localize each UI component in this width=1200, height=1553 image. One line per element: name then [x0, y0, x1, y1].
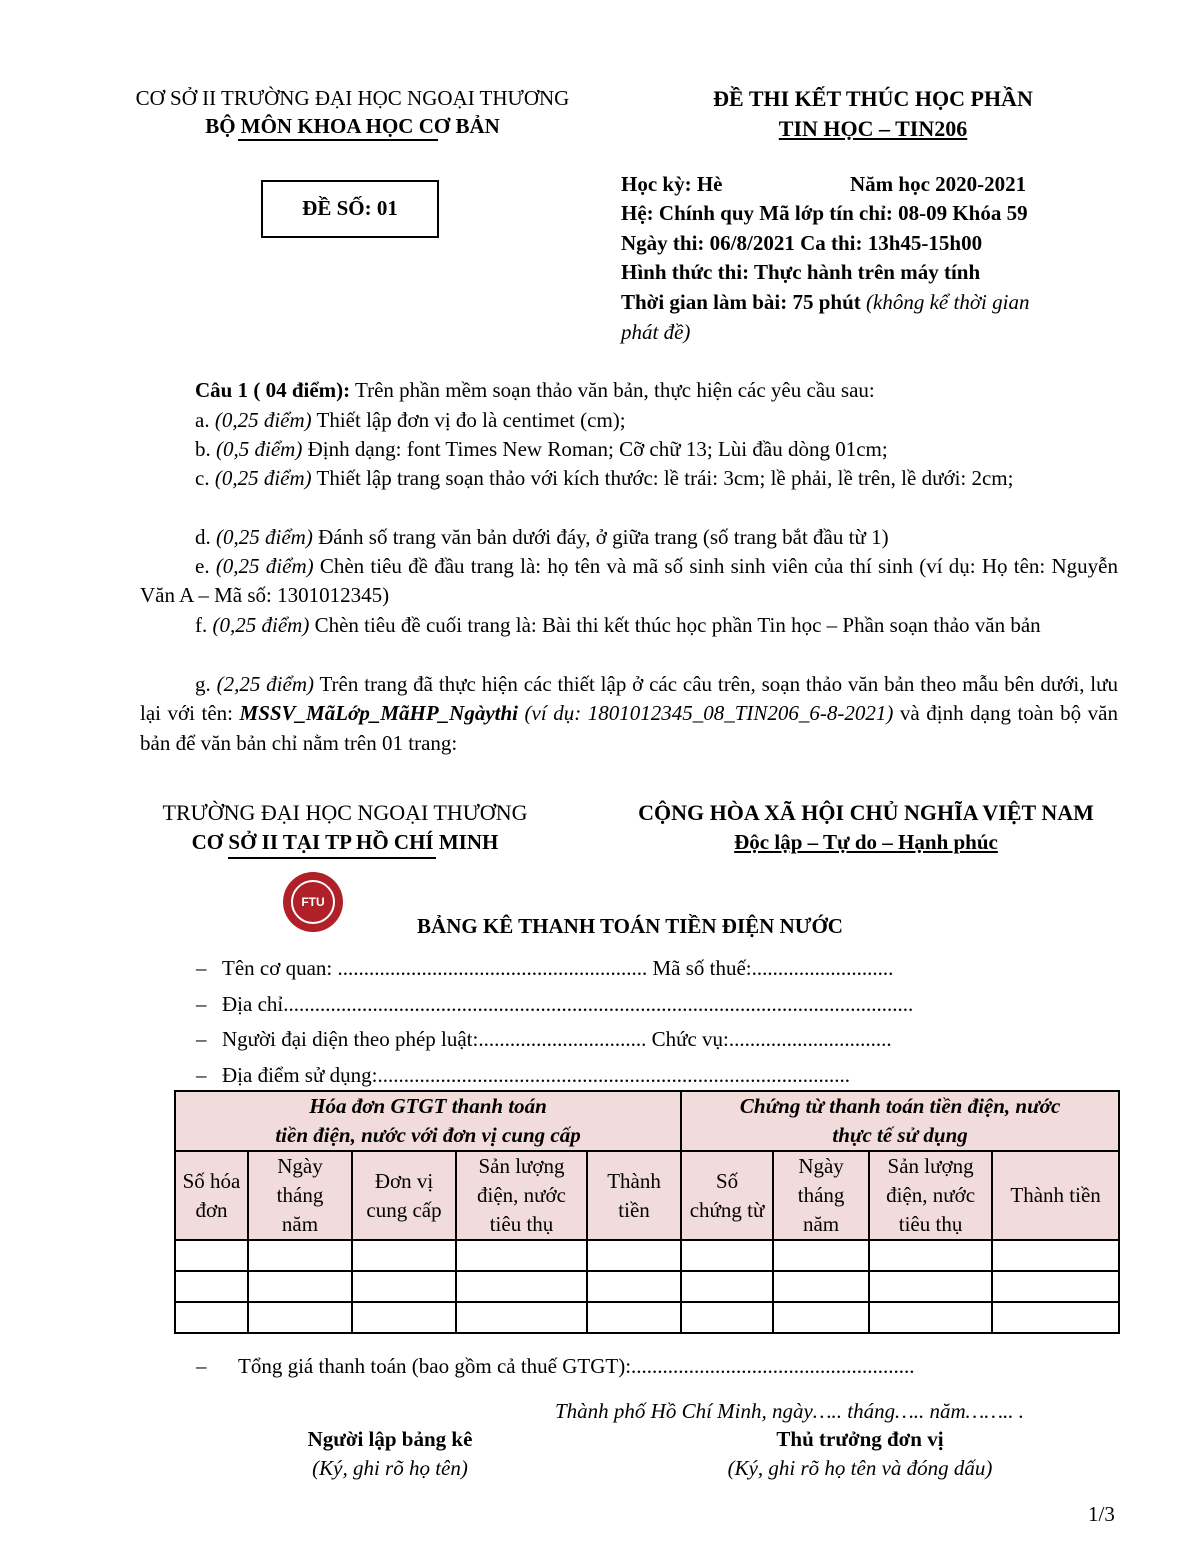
col-invoice-usage	[456, 1151, 587, 1240]
col-invoice-usage-l2: điện, nước	[477, 1183, 566, 1207]
semester: Học kỳ: Hè	[621, 172, 723, 196]
table-cell	[587, 1271, 681, 1302]
col-voucher-date	[773, 1151, 869, 1240]
table-cell	[869, 1240, 992, 1271]
task-g-points: (2,25 điểm)	[216, 672, 314, 696]
col-invoice-no-l2: đơn	[195, 1197, 228, 1222]
school-year: Năm học 2020-2021	[850, 172, 1027, 196]
question-title	[140, 376, 1118, 405]
preparer-title: Người lập bảng kê	[307, 1427, 473, 1451]
table-cell	[587, 1302, 681, 1333]
task-g-text: Trên trang đã thực hiện các thiết lập ở các câu trên, soạn thảo văn bản theo mẫu bên dưới, lưu lại với tên:	[140, 672, 1119, 726]
task-g	[140, 670, 1118, 758]
col-voucher-usage-l1: Sản lượng	[887, 1154, 974, 1178]
program-class: Hệ: Chính quy Mã lớp tín chỉ: 08-09 Khóa 59	[621, 201, 1028, 225]
field-representative: Người đại diện theo phép luật:................................ Chức vụ:...............................	[222, 1027, 892, 1051]
question-intro: Trên phần mềm soạn thảo văn bản, thực hiện các yêu cầu sau:	[350, 378, 875, 402]
table-cell	[456, 1302, 587, 1333]
col-voucher-no-l2: chứng từ	[689, 1197, 765, 1222]
exam-format: Hình thức thi: Thực hành trên máy tính	[621, 260, 981, 284]
table-cell	[869, 1271, 992, 1302]
duration-label: Thời gian làm bài: 75 phút	[621, 290, 861, 314]
exam-duration	[621, 290, 1029, 315]
col-invoice-usage-l3: tiêu thụ	[489, 1212, 554, 1236]
col-invoice-date-l2: tháng	[276, 1183, 324, 1207]
signing-date: Thành phố Hồ Chí Minh, ngày….. tháng….. năm…….. .	[555, 1399, 1025, 1423]
task-c-text: Thiết lập trang soạn thảo với kích thước: lề trái: 3cm; lề phải, lề trên, lề dưới: 2cm;	[311, 466, 1014, 490]
col-invoice-amount	[587, 1151, 681, 1240]
sample-title: BẢNG KÊ THANH TOÁN TIỀN ĐIỆN NƯỚC	[417, 914, 843, 938]
table-cell	[248, 1271, 352, 1302]
duration-note: (không kể thời gian	[866, 290, 1030, 314]
col-supplier-l1: Đơn vị	[374, 1168, 434, 1193]
task-d-label: d.	[195, 525, 216, 549]
school-name: CƠ SỞ II TRƯỜNG ĐẠI HỌC NGOẠI THƯƠNG	[135, 86, 570, 110]
task-g-text-end: và định dạng toàn bộ văn bản để văn bản chỉ nằm trên 01 trang:	[140, 701, 1119, 755]
field-address: Địa chỉ........................................................................................................................	[222, 992, 914, 1016]
table-cell	[175, 1240, 248, 1271]
dash-1: –	[196, 956, 207, 980]
task-d-points: (0,25 điểm)	[216, 525, 313, 549]
sample-campus-name: CƠ SỞ II TẠI TP HỒ CHÍ MINH	[191, 830, 499, 854]
table-cell	[248, 1240, 352, 1271]
col-invoice-no	[175, 1151, 248, 1240]
table-cell	[992, 1302, 1119, 1333]
task-c-points: (0,25 điểm)	[214, 466, 312, 490]
col-voucher-date-l3: năm	[802, 1212, 840, 1236]
duration-note-cont: phát đề)	[621, 320, 691, 344]
col-invoice-amount-l2: tiền	[618, 1197, 650, 1222]
head-note: (Ký, ghi rõ họ tên và đóng dấu)	[727, 1456, 993, 1480]
col-invoice-date-l3: năm	[281, 1212, 319, 1236]
file-name-example: (ví dụ: 1801012345_08_TIN206_6-8-2021)	[518, 701, 894, 726]
col-invoice-amount-l1: Thành	[607, 1168, 661, 1193]
task-g-label: g.	[195, 672, 217, 696]
national-motto-title: CỘNG HÒA XÃ HỘI CHỦ NGHĨA VIỆT NAM	[638, 800, 1094, 825]
payment-table	[174, 1090, 1120, 1334]
task-a-points: (0,25 điểm)	[214, 408, 312, 432]
page-number: 1/3	[1088, 1502, 1115, 1526]
table-cell	[248, 1302, 352, 1333]
table-cell	[352, 1271, 456, 1302]
sample-school-name: TRƯỜNG ĐẠI HỌC NGOẠI THƯƠNG	[162, 800, 528, 825]
table-cell	[773, 1271, 869, 1302]
dash-3: –	[196, 1027, 207, 1051]
col-voucher-date-l1: Ngày	[798, 1154, 844, 1178]
task-b-points: (0,5 điểm)	[216, 437, 303, 461]
table-column-header	[175, 1151, 1119, 1240]
task-c	[140, 464, 1118, 493]
task-b-label: b.	[195, 437, 216, 461]
task-a-text: Thiết lập đơn vị đo là centimet (cm);	[311, 408, 626, 432]
col-voucher-date-l2: tháng	[797, 1183, 845, 1207]
header-underline	[238, 139, 438, 141]
task-f-text: Chèn tiêu đề cuối trang là: Bài thi kết thúc học phần Tin học – Phần soạn thảo văn bản	[309, 613, 1041, 637]
department-name: BỘ MÔN KHOA HỌC CƠ BẢN	[205, 114, 500, 138]
total-payment: Tổng giá thanh toán (bao gồm cả thuế GTGT):......................................................	[238, 1354, 915, 1378]
group-invoice-line1: Hóa đơn GTGT thanh toán	[309, 1094, 547, 1118]
task-d-text: Đánh số trang văn bản dưới đáy, ở giữa trang (số trang bắt đầu từ 1)	[312, 525, 889, 549]
task-d	[140, 523, 1118, 552]
col-voucher-usage	[869, 1151, 992, 1240]
table-group-header	[175, 1091, 1119, 1151]
table-cell	[773, 1302, 869, 1333]
col-voucher-amount-l1: Thành tiền	[1010, 1183, 1101, 1207]
logo-text: FTU	[301, 895, 325, 909]
table-cell	[587, 1240, 681, 1271]
exam-date-shift: Ngày thi: 06/8/2021 Ca thi: 13h45-15h00	[621, 231, 983, 255]
col-voucher-usage-l3: tiêu thụ	[898, 1212, 963, 1236]
table-cell	[456, 1271, 587, 1302]
table-cell	[175, 1271, 248, 1302]
table-row	[175, 1271, 1119, 1302]
col-invoice-date-l1: Ngày	[277, 1154, 323, 1178]
exam-number-box: ĐỀ SỐ: 01	[261, 180, 439, 238]
exam-title: ĐỀ THI KẾT THÚC HỌC PHẦN	[713, 86, 1033, 111]
col-supplier	[352, 1151, 456, 1240]
table-cell	[681, 1240, 773, 1271]
preparer-note: (Ký, ghi rõ họ tên)	[312, 1456, 468, 1480]
task-b	[140, 435, 1118, 464]
table-cell	[456, 1240, 587, 1271]
task-e	[140, 552, 1118, 611]
field-location: Địa điểm sử dụng:..........................................................................................	[222, 1063, 850, 1087]
task-f-label: f.	[195, 613, 213, 637]
task-e-label: e.	[195, 554, 216, 578]
file-name-pattern: MSSV_MãLớp_MãHP_Ngàythi	[239, 701, 518, 726]
task-f	[140, 611, 1118, 640]
table-cell	[992, 1271, 1119, 1302]
group-voucher-line1: Chứng từ thanh toán tiền điện, nước	[739, 1094, 1061, 1118]
national-motto: Độc lập – Tự do – Hạnh phúc	[734, 830, 998, 854]
table-cell	[352, 1240, 456, 1271]
group-invoice	[175, 1091, 681, 1151]
table-cell	[773, 1240, 869, 1271]
task-a	[140, 406, 1118, 435]
col-voucher-usage-l2: điện, nước	[886, 1183, 976, 1207]
table-cell	[992, 1240, 1119, 1271]
task-a-label: a.	[195, 408, 215, 432]
task-e-points: (0,25 điểm)	[215, 554, 314, 578]
col-voucher-no	[681, 1151, 773, 1240]
table-row	[175, 1240, 1119, 1271]
col-voucher-amount	[992, 1151, 1119, 1240]
col-invoice-date	[248, 1151, 352, 1240]
question-label: Câu 1 ( 04 điểm):	[195, 378, 351, 402]
head-title: Thủ trưởng đơn vị	[776, 1427, 944, 1451]
group-voucher	[681, 1091, 1119, 1151]
table-row	[175, 1302, 1119, 1333]
table-cell	[175, 1302, 248, 1333]
task-b-text: Định dạng: font Times New Roman; Cỡ chữ 13; Lùi đầu dòng 01cm;	[302, 437, 888, 461]
campus-underline	[228, 857, 436, 859]
col-supplier-l2: cung cấp	[366, 1197, 442, 1222]
table-cell	[352, 1302, 456, 1333]
course-title: TIN HỌC – TIN206	[778, 116, 968, 141]
group-voucher-line2: thực tế sử dụng	[832, 1123, 968, 1147]
dash-2: –	[196, 992, 207, 1016]
col-invoice-no-l1: Số hóa	[182, 1168, 241, 1193]
group-invoice-line2: tiền điện, nước với đơn vị cung cấp	[275, 1123, 581, 1147]
field-agency: Tên cơ quan: ........................................................... Mã số thuế:...........................	[222, 956, 894, 980]
table-cell	[869, 1302, 992, 1333]
task-f-points: (0,25 điểm)	[212, 613, 310, 637]
table-cell	[681, 1271, 773, 1302]
col-voucher-no-l1: Số	[715, 1168, 739, 1193]
table-cell	[681, 1302, 773, 1333]
dash-5: –	[196, 1354, 207, 1378]
dash-4: –	[196, 1063, 207, 1087]
task-e-text: Chèn tiêu đề đầu trang là: họ tên và mã số sinh sinh viên của thí sinh (ví dụ: Họ tên: Nguyễn Văn A – Mã số: 1301012345)	[140, 554, 1118, 608]
col-invoice-usage-l1: Sản lượng	[478, 1154, 565, 1178]
task-c-label: c.	[195, 466, 215, 490]
